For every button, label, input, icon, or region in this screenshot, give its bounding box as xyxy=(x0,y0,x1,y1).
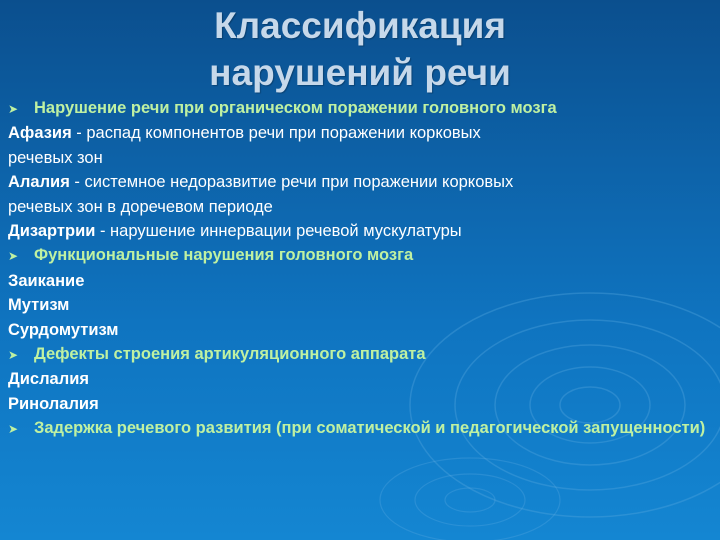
bullet-text: Дефекты строения артикуляционного аппарата xyxy=(34,345,426,364)
bullet-text: Нарушение речи при органическом поражении головного мозга xyxy=(34,99,557,117)
arrow-bullet-icon: ➤ xyxy=(8,249,19,264)
bold-line: Мутизм xyxy=(8,296,70,315)
title-line-2: нарушений речи xyxy=(209,52,511,93)
term-description: - распад компонентов речи при поражении корковых xyxy=(71,124,481,143)
plain-line: речевых зон в доречевом периоде xyxy=(8,197,273,216)
arrow-bullet-icon: ➤ xyxy=(8,422,19,437)
bold-line: Ринолалия xyxy=(8,394,99,413)
term-line xyxy=(8,121,713,145)
bullet-item xyxy=(8,243,713,268)
arrow-bullet-icon: ➤ xyxy=(8,102,19,116)
term-name: Алалия xyxy=(8,173,70,192)
term-name: Афазия xyxy=(8,124,72,143)
bold-line: Заикание xyxy=(8,271,85,290)
bullet-item xyxy=(8,342,713,367)
title-line-1: Классификация xyxy=(214,5,506,46)
term-line xyxy=(8,219,713,243)
arrow-bullet-icon: ➤ xyxy=(8,348,19,363)
bullet-text: Функциональные нарушения головного мозга xyxy=(34,246,414,265)
term-description: - системное недоразвитие речи при поражении корковых xyxy=(69,173,514,192)
slide-content xyxy=(8,96,713,442)
bullet-text: Задержка речевого развития (при соматической и педагогической запущенности) xyxy=(34,419,706,438)
bold-line: Дислалия xyxy=(8,370,89,389)
bold-line: Сурдомутизм xyxy=(8,320,119,339)
term-line xyxy=(8,170,713,194)
term-name: Дизартрии xyxy=(8,222,96,241)
bullet-item xyxy=(8,416,713,441)
bullet-item xyxy=(8,96,713,121)
plain-line: речевых зон xyxy=(8,148,103,167)
slide-title xyxy=(160,2,560,96)
term-description: - нарушение иннервации речевой мускулатуры xyxy=(95,222,462,241)
